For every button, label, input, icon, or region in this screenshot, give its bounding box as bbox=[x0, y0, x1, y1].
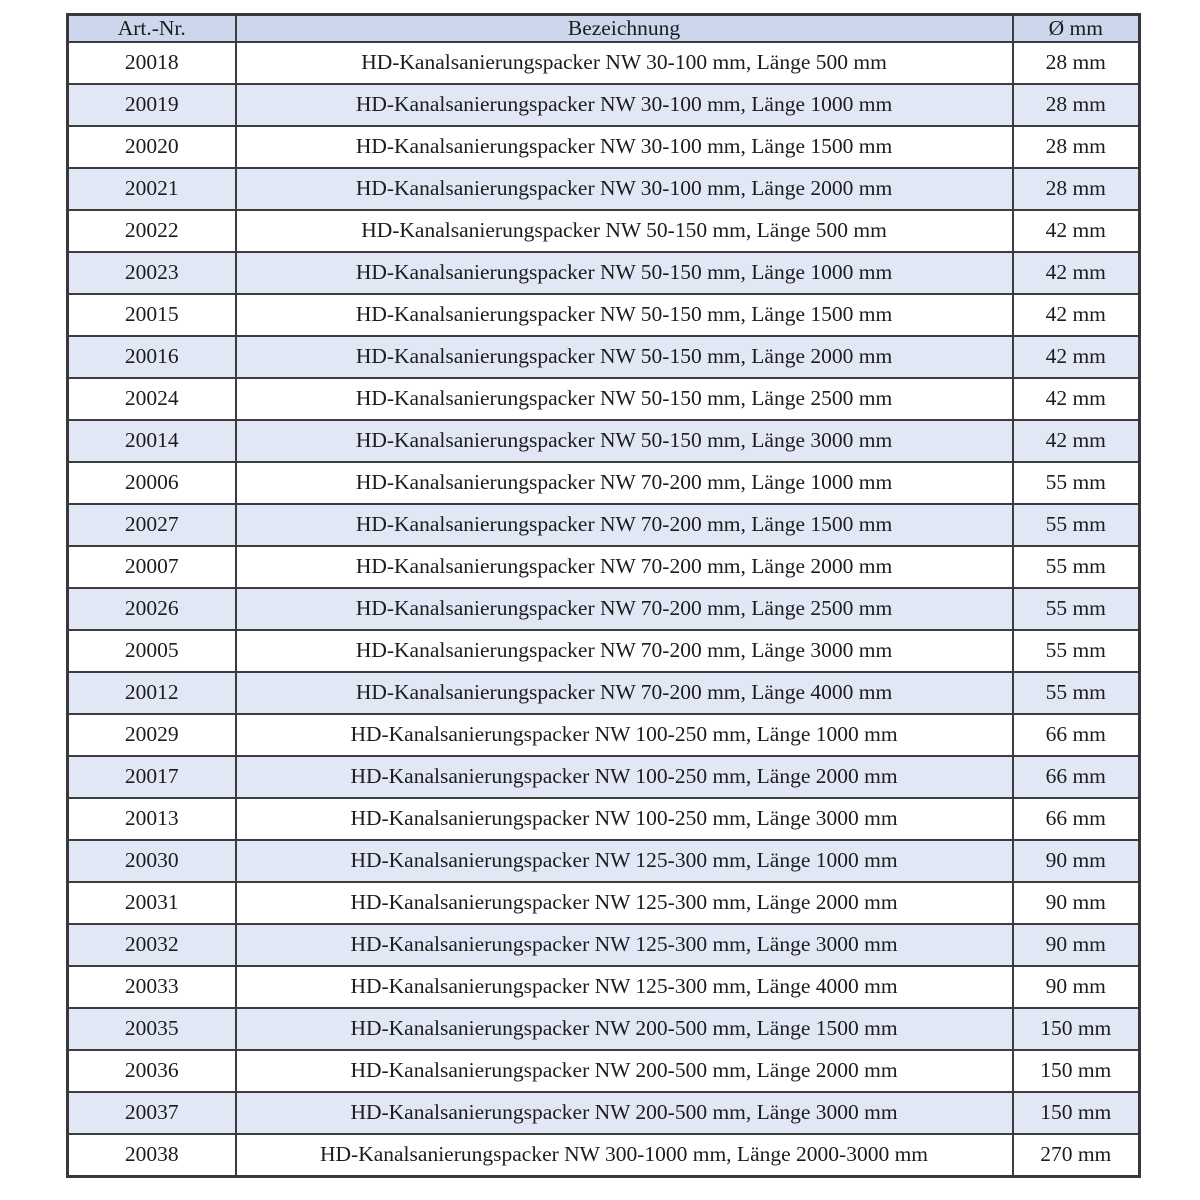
table-row bbox=[68, 126, 1140, 168]
diameter-cell: 150 mm bbox=[1013, 1008, 1140, 1050]
art-nr-cell: 20036 bbox=[68, 1050, 236, 1092]
art-nr-cell: 20030 bbox=[68, 840, 236, 882]
table-row bbox=[68, 168, 1140, 210]
diameter-cell: 55 mm bbox=[1013, 630, 1140, 672]
bezeichnung-cell: HD-Kanalsanierungspacker NW 125-300 mm, Länge 2000 mm bbox=[236, 882, 1013, 924]
art-nr-cell: 20037 bbox=[68, 1092, 236, 1134]
art-nr-cell: 20012 bbox=[68, 672, 236, 714]
bezeichnung-cell: HD-Kanalsanierungspacker NW 50-150 mm, Länge 3000 mm bbox=[236, 420, 1013, 462]
art-nr-cell: 20018 bbox=[68, 42, 236, 84]
header-art-nr: Art.-Nr. bbox=[68, 15, 236, 43]
diameter-cell: 42 mm bbox=[1013, 252, 1140, 294]
bezeichnung-cell: HD-Kanalsanierungspacker NW 125-300 mm, Länge 3000 mm bbox=[236, 924, 1013, 966]
diameter-cell: 66 mm bbox=[1013, 756, 1140, 798]
table-row bbox=[68, 672, 1140, 714]
bezeichnung-cell: HD-Kanalsanierungspacker NW 50-150 mm, Länge 2500 mm bbox=[236, 378, 1013, 420]
diameter-cell: 28 mm bbox=[1013, 168, 1140, 210]
table-row bbox=[68, 1134, 1140, 1177]
bezeichnung-cell: HD-Kanalsanierungspacker NW 50-150 mm, Länge 500 mm bbox=[236, 210, 1013, 252]
bezeichnung-cell: HD-Kanalsanierungspacker NW 70-200 mm, Länge 4000 mm bbox=[236, 672, 1013, 714]
bezeichnung-cell: HD-Kanalsanierungspacker NW 30-100 mm, Länge 500 mm bbox=[236, 42, 1013, 84]
diameter-cell: 28 mm bbox=[1013, 84, 1140, 126]
diameter-cell: 150 mm bbox=[1013, 1092, 1140, 1134]
table-row bbox=[68, 210, 1140, 252]
bezeichnung-cell: HD-Kanalsanierungspacker NW 70-200 mm, Länge 1500 mm bbox=[236, 504, 1013, 546]
diameter-cell: 90 mm bbox=[1013, 840, 1140, 882]
header-diameter: Ø mm bbox=[1013, 15, 1140, 43]
art-nr-cell: 20005 bbox=[68, 630, 236, 672]
table-row bbox=[68, 504, 1140, 546]
diameter-cell: 90 mm bbox=[1013, 882, 1140, 924]
table-row bbox=[68, 1092, 1140, 1134]
table-row bbox=[68, 798, 1140, 840]
art-nr-cell: 20023 bbox=[68, 252, 236, 294]
art-nr-cell: 20022 bbox=[68, 210, 236, 252]
bezeichnung-cell: HD-Kanalsanierungspacker NW 70-200 mm, Länge 2500 mm bbox=[236, 588, 1013, 630]
product-table-container bbox=[66, 13, 1141, 1178]
diameter-cell: 55 mm bbox=[1013, 588, 1140, 630]
art-nr-cell: 20033 bbox=[68, 966, 236, 1008]
bezeichnung-cell: HD-Kanalsanierungspacker NW 70-200 mm, Länge 3000 mm bbox=[236, 630, 1013, 672]
bezeichnung-cell: HD-Kanalsanierungspacker NW 70-200 mm, Länge 2000 mm bbox=[236, 546, 1013, 588]
product-table bbox=[66, 13, 1141, 1178]
art-nr-cell: 20038 bbox=[68, 1134, 236, 1177]
art-nr-cell: 20029 bbox=[68, 714, 236, 756]
diameter-cell: 42 mm bbox=[1013, 336, 1140, 378]
art-nr-cell: 20016 bbox=[68, 336, 236, 378]
table-row bbox=[68, 966, 1140, 1008]
art-nr-cell: 20007 bbox=[68, 546, 236, 588]
bezeichnung-cell: HD-Kanalsanierungspacker NW 50-150 mm, Länge 2000 mm bbox=[236, 336, 1013, 378]
table-row bbox=[68, 1008, 1140, 1050]
table-row bbox=[68, 588, 1140, 630]
bezeichnung-cell: HD-Kanalsanierungspacker NW 70-200 mm, Länge 1000 mm bbox=[236, 462, 1013, 504]
art-nr-cell: 20032 bbox=[68, 924, 236, 966]
table-row bbox=[68, 462, 1140, 504]
table-row bbox=[68, 42, 1140, 84]
art-nr-cell: 20027 bbox=[68, 504, 236, 546]
table-row bbox=[68, 630, 1140, 672]
table-row bbox=[68, 252, 1140, 294]
diameter-cell: 42 mm bbox=[1013, 378, 1140, 420]
bezeichnung-cell: HD-Kanalsanierungspacker NW 100-250 mm, Länge 1000 mm bbox=[236, 714, 1013, 756]
art-nr-cell: 20014 bbox=[68, 420, 236, 462]
table-body bbox=[68, 42, 1140, 1177]
table-row bbox=[68, 378, 1140, 420]
art-nr-cell: 20021 bbox=[68, 168, 236, 210]
diameter-cell: 55 mm bbox=[1013, 672, 1140, 714]
art-nr-cell: 20006 bbox=[68, 462, 236, 504]
bezeichnung-cell: HD-Kanalsanierungspacker NW 200-500 mm, Länge 2000 mm bbox=[236, 1050, 1013, 1092]
table-row bbox=[68, 882, 1140, 924]
table-row bbox=[68, 420, 1140, 462]
table-row bbox=[68, 336, 1140, 378]
bezeichnung-cell: HD-Kanalsanierungspacker NW 30-100 mm, Länge 1000 mm bbox=[236, 84, 1013, 126]
header-bezeichnung: Bezeichnung bbox=[236, 15, 1013, 43]
table-row bbox=[68, 756, 1140, 798]
art-nr-cell: 20035 bbox=[68, 1008, 236, 1050]
table-row bbox=[68, 1050, 1140, 1092]
diameter-cell: 42 mm bbox=[1013, 210, 1140, 252]
art-nr-cell: 20019 bbox=[68, 84, 236, 126]
diameter-cell: 28 mm bbox=[1013, 126, 1140, 168]
diameter-cell: 42 mm bbox=[1013, 294, 1140, 336]
bezeichnung-cell: HD-Kanalsanierungspacker NW 125-300 mm, Länge 4000 mm bbox=[236, 966, 1013, 1008]
bezeichnung-cell: HD-Kanalsanierungspacker NW 200-500 mm, Länge 3000 mm bbox=[236, 1092, 1013, 1134]
bezeichnung-cell: HD-Kanalsanierungspacker NW 50-150 mm, Länge 1000 mm bbox=[236, 252, 1013, 294]
diameter-cell: 55 mm bbox=[1013, 462, 1140, 504]
header-row bbox=[68, 15, 1140, 43]
diameter-cell: 66 mm bbox=[1013, 714, 1140, 756]
diameter-cell: 90 mm bbox=[1013, 966, 1140, 1008]
bezeichnung-cell: HD-Kanalsanierungspacker NW 300-1000 mm, Länge 2000-3000 mm bbox=[236, 1134, 1013, 1177]
diameter-cell: 55 mm bbox=[1013, 504, 1140, 546]
art-nr-cell: 20015 bbox=[68, 294, 236, 336]
bezeichnung-cell: HD-Kanalsanierungspacker NW 200-500 mm, Länge 1500 mm bbox=[236, 1008, 1013, 1050]
table-row bbox=[68, 924, 1140, 966]
bezeichnung-cell: HD-Kanalsanierungspacker NW 30-100 mm, Länge 1500 mm bbox=[236, 126, 1013, 168]
art-nr-cell: 20020 bbox=[68, 126, 236, 168]
table-row bbox=[68, 294, 1140, 336]
diameter-cell: 28 mm bbox=[1013, 42, 1140, 84]
diameter-cell: 150 mm bbox=[1013, 1050, 1140, 1092]
table-row bbox=[68, 546, 1140, 588]
bezeichnung-cell: HD-Kanalsanierungspacker NW 125-300 mm, Länge 1000 mm bbox=[236, 840, 1013, 882]
art-nr-cell: 20013 bbox=[68, 798, 236, 840]
bezeichnung-cell: HD-Kanalsanierungspacker NW 30-100 mm, Länge 2000 mm bbox=[236, 168, 1013, 210]
bezeichnung-cell: HD-Kanalsanierungspacker NW 100-250 mm, Länge 2000 mm bbox=[236, 756, 1013, 798]
art-nr-cell: 20026 bbox=[68, 588, 236, 630]
art-nr-cell: 20031 bbox=[68, 882, 236, 924]
diameter-cell: 90 mm bbox=[1013, 924, 1140, 966]
diameter-cell: 55 mm bbox=[1013, 546, 1140, 588]
table-row bbox=[68, 840, 1140, 882]
art-nr-cell: 20017 bbox=[68, 756, 236, 798]
diameter-cell: 42 mm bbox=[1013, 420, 1140, 462]
bezeichnung-cell: HD-Kanalsanierungspacker NW 50-150 mm, Länge 1500 mm bbox=[236, 294, 1013, 336]
table-row bbox=[68, 714, 1140, 756]
diameter-cell: 270 mm bbox=[1013, 1134, 1140, 1177]
art-nr-cell: 20024 bbox=[68, 378, 236, 420]
diameter-cell: 66 mm bbox=[1013, 798, 1140, 840]
bezeichnung-cell: HD-Kanalsanierungspacker NW 100-250 mm, Länge 3000 mm bbox=[236, 798, 1013, 840]
table-header bbox=[68, 15, 1140, 43]
table-row bbox=[68, 84, 1140, 126]
